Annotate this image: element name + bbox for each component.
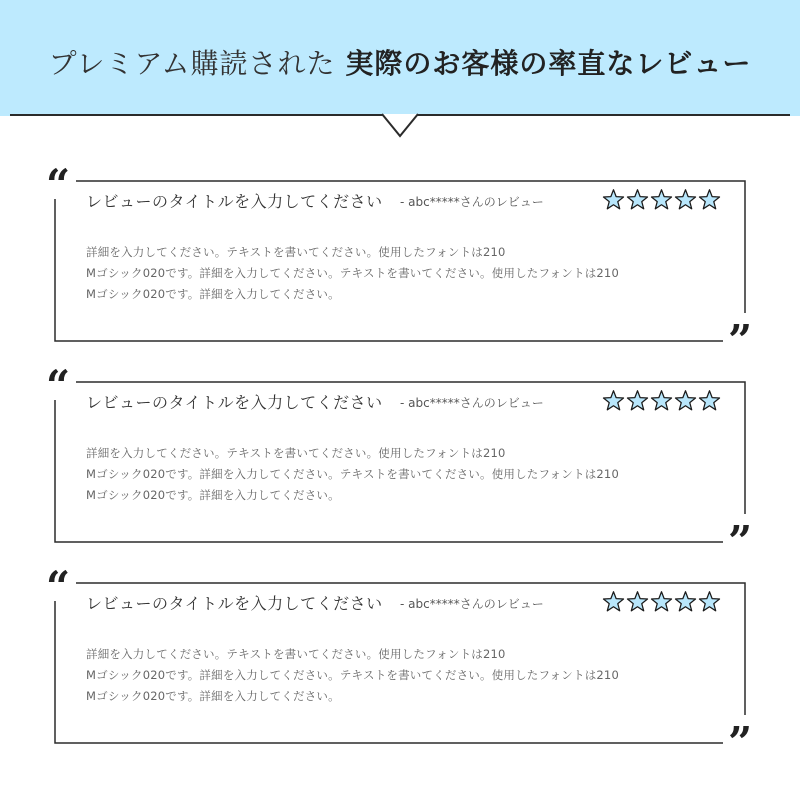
review-text-line: Mゴシック020です。詳細を入力してください。テキストを書いてください。使用したフォントは210 (86, 467, 619, 481)
review-author: - abc*****さんのレビュー (400, 195, 544, 209)
quote-close-icon: ” (728, 718, 753, 767)
review-text-line: Mゴシック020です。詳細を入力してください。テキストを書いてください。使用したフォントは210 (86, 266, 619, 280)
star-icon (698, 389, 721, 412)
review-body (86, 443, 686, 506)
quote-open-icon: “ (46, 361, 71, 410)
star-icon (650, 590, 673, 613)
star-icon (650, 188, 673, 211)
star-icon (698, 590, 721, 613)
review-body (86, 644, 686, 707)
review-text-line: Mゴシック020です。詳細を入力してください。テキストを書いてください。使用したフォントは210 (86, 668, 619, 682)
review-text-line: Mゴシック020です。詳細を入力してください。 (86, 287, 340, 301)
star-rating (602, 188, 721, 211)
review-title: レビューのタイトルを入力してください (86, 594, 383, 613)
review-card (0, 562, 800, 767)
quote-open-icon: “ (46, 160, 71, 209)
star-icon (626, 188, 649, 211)
title-light: プレミアム購読された (48, 47, 346, 80)
review-text-line: 詳細を入力してください。テキストを書いてください。使用したフォントは210 (86, 647, 506, 661)
quote-open-icon: “ (46, 562, 71, 611)
star-icon (602, 188, 625, 211)
star-icon (674, 188, 697, 211)
star-icon (602, 590, 625, 613)
quote-close-icon: ” (728, 316, 753, 365)
star-rating (602, 389, 721, 412)
star-rating (602, 590, 721, 613)
review-title: レビューのタイトルを入力してください (86, 192, 383, 211)
star-icon (626, 389, 649, 412)
review-text-line: 詳細を入力してください。テキストを書いてください。使用したフォントは210 (86, 245, 506, 259)
review-body (86, 242, 686, 305)
review-title: レビューのタイトルを入力してください (86, 393, 383, 412)
review-text-line: Mゴシック020です。詳細を入力してください。 (86, 689, 340, 703)
review-text-line: Mゴシック020です。詳細を入力してください。 (86, 488, 340, 502)
quote-close-icon: ” (728, 517, 753, 566)
review-text-line: 詳細を入力してください。テキストを書いてください。使用したフォントは210 (86, 446, 506, 460)
star-icon (674, 590, 697, 613)
star-icon (674, 389, 697, 412)
title-bold: 実際のお客様の率直なレビュー (345, 47, 752, 80)
star-icon (626, 590, 649, 613)
star-icon (602, 389, 625, 412)
review-card (0, 160, 800, 365)
header-banner (0, 0, 800, 116)
review-author: - abc*****さんのレビュー (400, 396, 544, 410)
review-card (0, 361, 800, 566)
page-title (0, 44, 800, 84)
star-icon (698, 188, 721, 211)
star-icon (650, 389, 673, 412)
chevron-down-icon (380, 108, 420, 140)
review-author: - abc*****さんのレビュー (400, 597, 544, 611)
